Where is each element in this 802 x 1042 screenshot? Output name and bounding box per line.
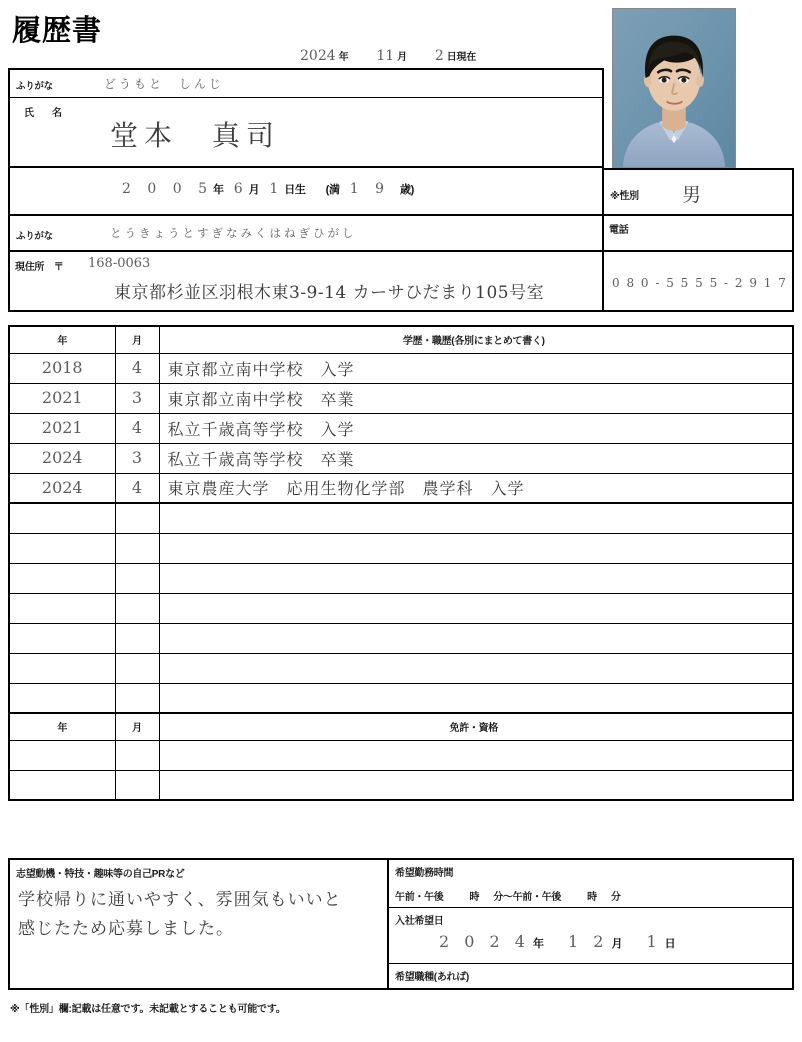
- dob-year-unit: 年: [212, 184, 224, 196]
- cell-year[interactable]: [9, 740, 115, 770]
- licenses-header-row: [9, 713, 793, 740]
- cell-month[interactable]: [115, 503, 159, 533]
- table-row[interactable]: [9, 353, 793, 383]
- age-prefix: (満: [325, 184, 340, 196]
- furigana-name-row: [10, 70, 602, 98]
- cell-year[interactable]: [9, 383, 115, 413]
- table-row[interactable]: [9, 413, 793, 443]
- col-header-month-label: 月: [132, 722, 142, 734]
- personal-info-table: [8, 68, 794, 312]
- cell-month[interactable]: [115, 683, 159, 713]
- dob-row: [8, 168, 604, 216]
- cell-month[interactable]: [115, 623, 159, 653]
- self-pr-text: [18, 886, 342, 944]
- header-date-month: 11: [376, 48, 395, 64]
- cell-year[interactable]: [9, 503, 115, 533]
- name-row: [10, 98, 602, 170]
- cell-year[interactable]: [9, 563, 115, 593]
- cell-month[interactable]: [115, 443, 159, 473]
- cell-month[interactable]: [115, 413, 159, 443]
- table-row[interactable]: [9, 740, 793, 770]
- table-row[interactable]: [9, 503, 793, 533]
- cell-year[interactable]: [9, 353, 115, 383]
- self-pr-line-1: 学校帰りに通いやすく、雰囲気もいいと: [18, 890, 342, 910]
- cell-year[interactable]: [9, 443, 115, 473]
- cell-description-value: 私立千歳高等学校 卒業: [167, 449, 355, 469]
- col-header-description-label: 学歴・職歴(各別にまとめて書く): [402, 335, 545, 347]
- dob-day: 1: [269, 181, 285, 197]
- address-label: 現住所 〒: [15, 262, 64, 273]
- cell-month-value: 3: [131, 388, 143, 407]
- cell-year-value: 2018: [41, 358, 83, 377]
- header-date-year: 2024: [300, 48, 336, 64]
- self-pr-line-2: 感じたため応募しました。: [18, 919, 234, 939]
- page-title: 履歴書: [12, 15, 103, 47]
- cell-year[interactable]: [9, 533, 115, 563]
- table-row[interactable]: [9, 653, 793, 683]
- col-header-month-label: 月: [132, 335, 142, 347]
- cell-description[interactable]: [159, 770, 793, 800]
- start-month-unit: 月: [611, 938, 623, 950]
- hours-from-period: 午前・午後: [395, 892, 444, 903]
- cell-description[interactable]: [159, 473, 793, 503]
- name-value: 堂本 真司: [110, 119, 281, 152]
- cell-year[interactable]: [9, 473, 115, 503]
- cell-description[interactable]: [159, 443, 793, 473]
- desired-hours-line: [395, 888, 786, 903]
- start-date-label: 入社希望日: [395, 916, 444, 927]
- desired-job-label: 希望職種(あれば): [395, 972, 469, 983]
- cell-month[interactable]: [115, 383, 159, 413]
- history-header-row: [9, 326, 793, 353]
- cell-month[interactable]: [115, 473, 159, 503]
- cell-description[interactable]: [159, 383, 793, 413]
- telephone-value: 0 8 0 - 5 5 5 5 - 2 9 1 7: [612, 276, 788, 290]
- col-header-year: [9, 713, 115, 740]
- address-row: [8, 252, 604, 312]
- cell-month[interactable]: [115, 770, 159, 800]
- age-value: 1 9: [349, 181, 390, 197]
- start-year: 2 0 2 4: [439, 932, 530, 951]
- cell-month[interactable]: [115, 533, 159, 563]
- gender-footnote: ※「性別」欄:記載は任意です。未記載とすることも可能です。: [10, 1004, 286, 1015]
- cell-description[interactable]: [159, 740, 793, 770]
- cell-description[interactable]: [159, 413, 793, 443]
- start-day-unit: 日: [664, 938, 676, 950]
- bottom-section: [8, 858, 794, 990]
- cell-year[interactable]: [9, 413, 115, 443]
- table-row[interactable]: [9, 770, 793, 800]
- cell-description-value: 東京都立南中学校 入学: [167, 359, 355, 379]
- history-table: [8, 325, 794, 801]
- name-label: 氏 名: [24, 108, 66, 119]
- cell-description[interactable]: [159, 503, 793, 533]
- cell-month-value: 4: [131, 418, 143, 437]
- cell-month-value: 4: [131, 477, 143, 497]
- cell-description[interactable]: [159, 683, 793, 713]
- cell-year-value: 2024: [41, 477, 83, 497]
- cell-month[interactable]: [115, 653, 159, 683]
- cell-month[interactable]: [115, 563, 159, 593]
- dob-month-unit: 月: [248, 184, 260, 196]
- table-row[interactable]: [9, 593, 793, 623]
- start-year-unit: 年: [532, 938, 544, 950]
- col-header-description: [159, 326, 793, 353]
- cell-year[interactable]: [9, 683, 115, 713]
- table-row[interactable]: [9, 563, 793, 593]
- age-suffix: 歳): [399, 184, 415, 196]
- dob-year: 2 0 0 5: [122, 181, 213, 197]
- col-header-year-label: 年: [57, 722, 68, 734]
- cell-description[interactable]: [159, 533, 793, 563]
- self-pr-cell[interactable]: [10, 860, 389, 988]
- address-furigana-row: [8, 216, 604, 252]
- telephone-value-cell: [604, 252, 794, 312]
- col-header-description: [159, 713, 793, 740]
- dob-day-unit: 日生: [284, 184, 306, 196]
- cell-description[interactable]: [159, 623, 793, 653]
- header-date-day: 2: [434, 48, 444, 64]
- header-date-day-unit: 日現在: [446, 52, 476, 63]
- table-row[interactable]: [9, 383, 793, 413]
- col-header-year-label: 年: [57, 335, 68, 347]
- address-furigana-value: とうきょうとすぎなみくはねぎひがし: [110, 226, 357, 240]
- furigana-label: ふりがな: [16, 81, 53, 92]
- start-day: 1: [646, 932, 662, 951]
- cell-description[interactable]: [159, 563, 793, 593]
- cell-description-value: 私立千歳高等学校 入学: [167, 419, 355, 439]
- hours-from-hour-unit: 時: [469, 892, 480, 903]
- cell-description-value: 東京都立南中学校 卒業: [167, 389, 355, 409]
- col-header-month: [115, 713, 159, 740]
- col-header-year: [9, 326, 115, 353]
- table-row[interactable]: [9, 683, 793, 713]
- telephone-label-cell: [604, 216, 794, 252]
- header-date-year-unit: 年: [338, 52, 349, 63]
- desired-hours-cell[interactable]: [389, 860, 792, 908]
- hours-to-hour-unit: 時: [587, 892, 597, 903]
- cell-month[interactable]: [115, 353, 159, 383]
- cell-year[interactable]: [9, 653, 115, 683]
- table-row[interactable]: [9, 443, 793, 473]
- furigana-name-value: どうもと しんじ: [104, 77, 225, 91]
- cell-year[interactable]: [9, 623, 115, 653]
- col-header-description-label: 免許・資格: [449, 722, 498, 734]
- address-postal-code: 168-0063: [88, 256, 151, 271]
- address-furigana-label: ふりがな: [16, 231, 53, 242]
- header-date-month-unit: 月: [397, 52, 407, 63]
- cell-description[interactable]: [159, 653, 793, 683]
- table-row[interactable]: [9, 623, 793, 653]
- gender-label: ※性別: [610, 191, 639, 202]
- start-date-cell[interactable]: [389, 908, 792, 964]
- cell-year[interactable]: [9, 770, 115, 800]
- cell-year-value: 2021: [41, 388, 83, 407]
- address-value: 東京都杉並区羽根木東3-9-14 カーサひだまり105号室: [114, 283, 545, 303]
- cell-month[interactable]: [115, 740, 159, 770]
- dob-month: 6: [233, 181, 249, 197]
- table-row[interactable]: [9, 473, 793, 503]
- dob-line: [122, 181, 414, 197]
- start-month: 1 2: [567, 932, 609, 951]
- table-row[interactable]: [9, 533, 793, 563]
- hours-to-minute-unit: 分: [610, 892, 621, 903]
- telephone-label: 電話: [609, 225, 629, 236]
- self-pr-label: 志望動機・特技・趣味等の自己PRなど: [16, 869, 185, 880]
- desired-job-cell[interactable]: [389, 964, 792, 988]
- cell-year-value: 2021: [41, 418, 83, 437]
- desired-hours-label: 希望勤務時間: [395, 868, 454, 879]
- name-block: [8, 68, 604, 168]
- col-header-month: [115, 326, 159, 353]
- work-conditions-column: [389, 860, 792, 988]
- gender-cell: [604, 168, 794, 216]
- cell-description[interactable]: [159, 593, 793, 623]
- cell-year[interactable]: [9, 593, 115, 623]
- cell-description[interactable]: [159, 353, 793, 383]
- cell-year-value: 2024: [41, 448, 83, 467]
- cell-month-value: 4: [131, 358, 143, 377]
- cell-month[interactable]: [115, 593, 159, 623]
- hours-from-minute-unit: 分〜午前・午後: [493, 892, 562, 903]
- cell-description-value: 東京農産大学 応用生物化学部 農学科 入学: [167, 479, 525, 499]
- cell-month-value: 3: [131, 448, 143, 467]
- start-date-value: [439, 932, 676, 951]
- gender-value: 男: [682, 184, 702, 206]
- header-date-line: [300, 48, 476, 64]
